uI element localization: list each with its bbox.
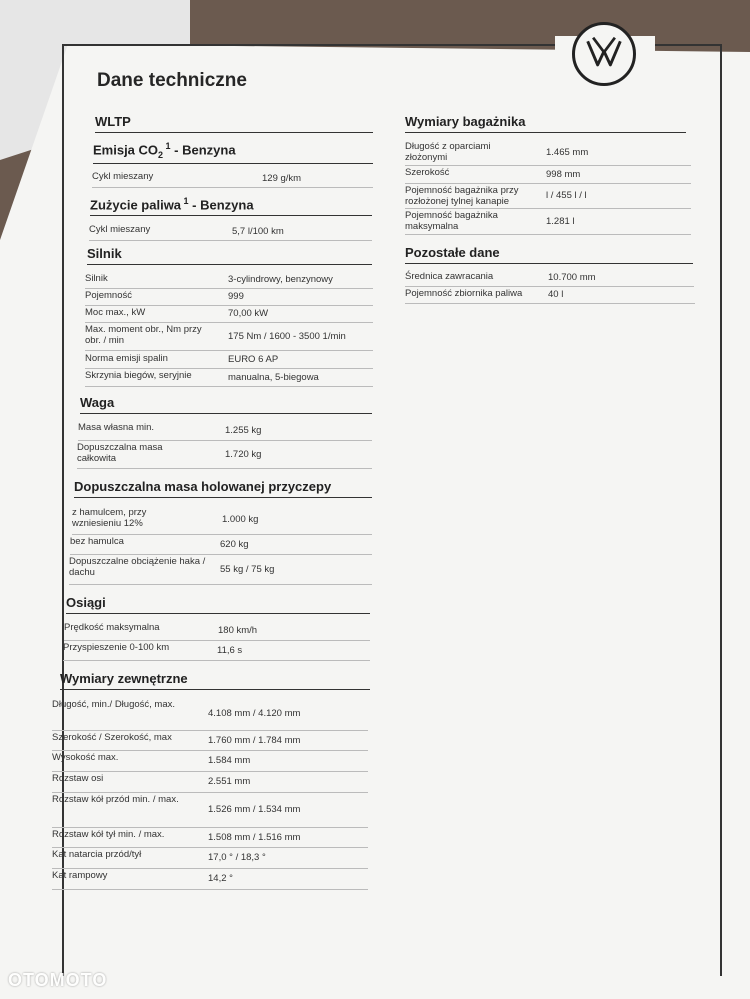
row-value: 1.508 mm / 1.516 mm [208, 831, 301, 843]
row-label: Szerokość [405, 167, 450, 178]
table-row [89, 222, 372, 241]
table-row [52, 792, 368, 828]
row-label: z hamulcem, przy wzniesieniu 12% [72, 507, 147, 529]
row-label: Cykl mieszany [89, 224, 151, 235]
row-label: Kąt natarcia przód/tył [52, 849, 142, 860]
table-row [405, 139, 691, 166]
row-label: Długość z oparciami złożonymi [405, 141, 491, 163]
table-row [85, 271, 373, 289]
row-label: Norma emisji spalin [85, 353, 168, 364]
row-value: 1.255 kg [225, 424, 262, 436]
row-label: Rozstaw kół tył min. / max. [52, 829, 165, 840]
row-value: 1.465 mm [546, 146, 589, 158]
heading-text: Zużycie paliwa [90, 197, 182, 213]
heading-text: - Benzyna [170, 142, 236, 158]
row-value: 180 km/h [218, 624, 258, 636]
table-row [92, 169, 373, 188]
table-row [405, 183, 691, 209]
table-row [72, 505, 372, 535]
table-row [52, 750, 368, 772]
row-value: 5,7 l/100 km [232, 225, 284, 237]
row-value: 129 g/km [262, 172, 302, 184]
section-heading: Wymiary zewnętrzne [60, 671, 370, 690]
row-value: 10.700 mm [548, 272, 596, 283]
row-value: 1.720 kg [225, 448, 262, 460]
row-value: l / 455 l / l [546, 190, 587, 201]
table-row [52, 868, 368, 890]
footnote-marker: 1 [181, 196, 189, 206]
row-label: Max. moment obr., Nm przy obr. / min [85, 324, 202, 346]
row-label: Silnik [85, 273, 108, 284]
row-value: 17,0 ° / 18,3 ° [208, 852, 266, 863]
table-row [69, 554, 372, 585]
row-value: 1.526 mm / 1.534 mm [208, 804, 301, 815]
section-heading: Pozostałe dane [405, 245, 693, 264]
heading-subscript: 2 [158, 149, 164, 160]
table-row [405, 269, 694, 287]
table-row [78, 420, 372, 441]
table-row [52, 827, 368, 848]
table-row [64, 620, 370, 641]
section-heading: Dopuszczalna masa holowanej przyczepy [74, 479, 372, 498]
row-value: 1.584 mm [208, 755, 251, 766]
table-row [405, 286, 695, 304]
row-value: 70,00 kW [228, 308, 269, 319]
table-row [405, 165, 691, 184]
section-heading: Wymiary bagażnika [405, 114, 686, 133]
row-value: 2.551 mm [208, 776, 251, 787]
row-label: Prędkość maksymalna [64, 622, 160, 633]
row-label: Długość, min./ Długość, max. [52, 699, 176, 710]
section-heading [93, 141, 373, 164]
table-row [85, 351, 373, 369]
row-label: Cykl mieszany [92, 171, 154, 182]
row-value: 1.000 kg [222, 514, 259, 525]
row-label: Kąt rampowy [52, 870, 108, 881]
row-label: Skrzynia biegów, seryjnie [85, 370, 192, 381]
row-label: Rozstaw kół przód min. / max. [52, 794, 179, 805]
row-value: 999 [228, 291, 244, 302]
row-value: 620 kg [220, 538, 249, 550]
watermark: OTOMOTO [8, 970, 108, 990]
page-title: Dane techniczne [97, 70, 247, 91]
heading-text: - Benzyna [188, 197, 254, 213]
table-row [405, 208, 691, 235]
volkswagen-logo-icon [572, 22, 636, 86]
section-heading: WLTP [95, 114, 373, 133]
row-label: Rozstaw osi [52, 773, 104, 784]
table-row [52, 697, 368, 731]
row-value: manualna, 5-biegowa [228, 371, 319, 383]
row-label: Szerokość / Szerokość, max [52, 732, 172, 743]
footnote-marker: 1 [163, 141, 171, 151]
row-value: 4.108 mm / 4.120 mm [208, 708, 301, 719]
row-label: Wysokość max. [52, 752, 119, 763]
table-row [85, 322, 373, 351]
row-value: 55 kg / 75 kg [220, 563, 275, 575]
row-value: 40 l [548, 289, 564, 300]
row-label: Przyspieszenie 0-100 km [63, 642, 170, 653]
row-value: 1.281 l [546, 215, 575, 227]
table-row [77, 440, 372, 469]
table-row [63, 640, 370, 661]
table-row [52, 771, 368, 793]
table-row [85, 368, 373, 387]
table-row [85, 305, 373, 323]
table-row [70, 534, 372, 555]
row-value: 998 mm [546, 168, 581, 180]
row-label: Pojemność [85, 290, 132, 301]
row-label: Pojemność bagażnika maksymalna [405, 210, 498, 232]
section-heading [90, 196, 372, 216]
row-value: 11,6 s [217, 644, 243, 656]
row-value: 14,2 ° [208, 873, 233, 884]
section-heading: Waga [80, 395, 372, 414]
row-label: Dopuszczalna masa całkowita [77, 442, 163, 464]
row-label: Dopuszczalne obciążenie haka / dachu [69, 556, 206, 578]
row-value: 1.760 mm / 1.784 mm [208, 734, 301, 746]
table-row [52, 847, 368, 869]
row-value: 175 Nm / 1600 - 3500 1/min [228, 330, 346, 342]
section-heading: Silnik [87, 246, 372, 265]
heading-text: Emisja CO [93, 142, 159, 158]
table-row [85, 288, 373, 306]
table-row [52, 730, 368, 751]
row-label: Masa własna min. [78, 422, 155, 433]
row-label: Pojemność zbiornika paliwa [405, 288, 523, 299]
section-heading: Osiągi [66, 595, 370, 614]
row-label: Średnica zawracania [405, 271, 494, 282]
row-value: 3-cylindrowy, benzynowy [228, 274, 333, 285]
row-value: EURO 6 AP [228, 354, 279, 365]
row-label: bez hamulca [70, 536, 124, 547]
row-label: Pojemność bagażnika przy rozłożonej tylnej kanapie [405, 185, 519, 207]
row-label: Moc max., kW [85, 307, 146, 318]
